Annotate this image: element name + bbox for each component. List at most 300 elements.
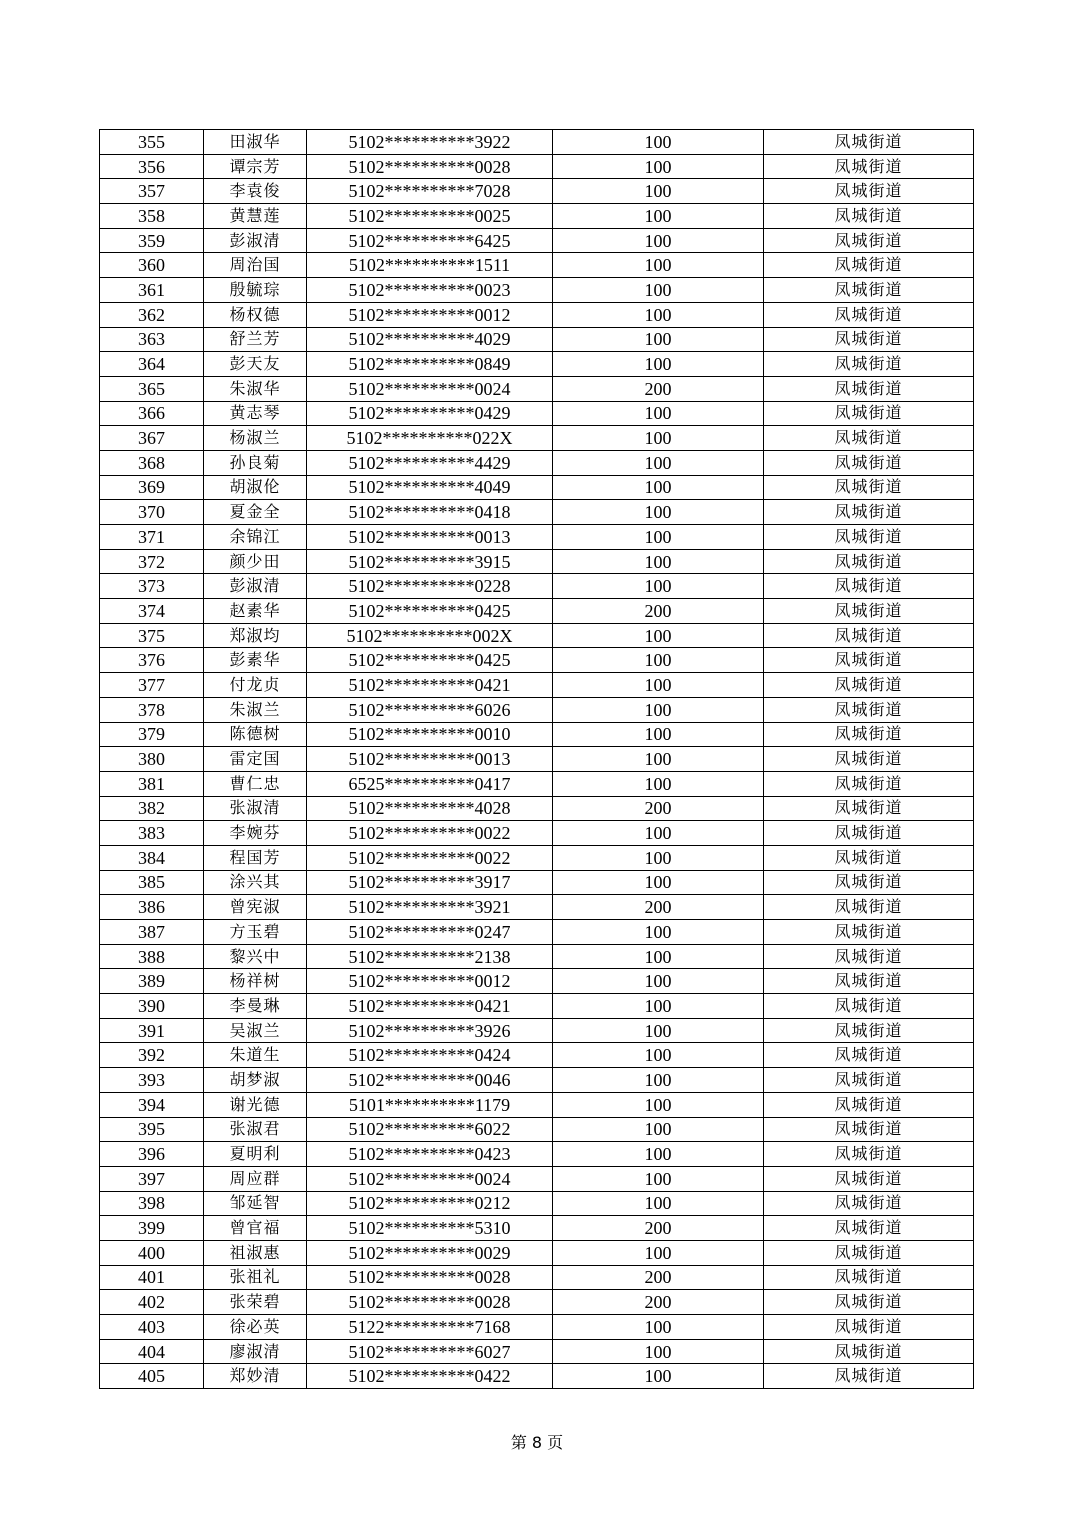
cell-street: 凤城街道 — [764, 1117, 974, 1142]
cell-name: 涂兴其 — [204, 870, 307, 895]
cell-id-number: 5102**********0421 — [307, 994, 553, 1019]
cell-amount: 100 — [553, 870, 764, 895]
cell-street: 凤城街道 — [764, 130, 974, 155]
records-body — [100, 130, 974, 1389]
table-row — [100, 401, 974, 426]
table-row — [100, 1018, 974, 1043]
table-row — [100, 204, 974, 229]
cell-amount: 100 — [553, 1142, 764, 1167]
cell-name: 孙良菊 — [204, 450, 307, 475]
table-row — [100, 253, 974, 278]
cell-street: 凤城街道 — [764, 1068, 974, 1093]
cell-name: 张荣碧 — [204, 1290, 307, 1315]
cell-amount: 100 — [553, 623, 764, 648]
cell-amount: 100 — [553, 1092, 764, 1117]
cell-id-number: 5102**********0425 — [307, 648, 553, 673]
cell-street: 凤城街道 — [764, 722, 974, 747]
cell-name: 胡淑伦 — [204, 475, 307, 500]
cell-id-number: 5102**********4049 — [307, 475, 553, 500]
cell-seq: 389 — [100, 969, 204, 994]
cell-amount: 100 — [553, 179, 764, 204]
cell-name: 方玉碧 — [204, 920, 307, 945]
cell-name: 黄慧莲 — [204, 204, 307, 229]
cell-id-number: 5102**********0424 — [307, 1043, 553, 1068]
cell-amount: 100 — [553, 944, 764, 969]
cell-seq: 393 — [100, 1068, 204, 1093]
cell-seq: 360 — [100, 253, 204, 278]
cell-id-number: 5102**********3921 — [307, 895, 553, 920]
cell-id-number: 5122**********7168 — [307, 1315, 553, 1340]
cell-seq: 396 — [100, 1142, 204, 1167]
cell-name: 殷毓琮 — [204, 278, 307, 303]
cell-name: 付龙贞 — [204, 673, 307, 698]
cell-street: 凤城街道 — [764, 475, 974, 500]
cell-street: 凤城街道 — [764, 154, 974, 179]
cell-street: 凤城街道 — [764, 1364, 974, 1389]
cell-amount: 100 — [553, 1339, 764, 1364]
cell-id-number: 5102**********0022 — [307, 845, 553, 870]
cell-amount: 100 — [553, 130, 764, 155]
table-row — [100, 1290, 974, 1315]
cell-id-number: 5102**********5310 — [307, 1216, 553, 1241]
cell-seq: 380 — [100, 747, 204, 772]
table-row — [100, 475, 974, 500]
table-row — [100, 450, 974, 475]
cell-street: 凤城街道 — [764, 204, 974, 229]
cell-id-number: 5102**********0025 — [307, 204, 553, 229]
cell-id-number: 5102**********0212 — [307, 1191, 553, 1216]
cell-amount: 100 — [553, 969, 764, 994]
table-row — [100, 969, 974, 994]
cell-name: 郑淑均 — [204, 623, 307, 648]
cell-amount: 100 — [553, 673, 764, 698]
table-row — [100, 376, 974, 401]
cell-amount: 100 — [553, 1240, 764, 1265]
cell-id-number: 5102**********0028 — [307, 1290, 553, 1315]
cell-name: 祖淑惠 — [204, 1240, 307, 1265]
table-row — [100, 1191, 974, 1216]
cell-street: 凤城街道 — [764, 920, 974, 945]
cell-street: 凤城街道 — [764, 623, 974, 648]
cell-id-number: 5102**********3922 — [307, 130, 553, 155]
cell-seq: 372 — [100, 549, 204, 574]
cell-street: 凤城街道 — [764, 895, 974, 920]
cell-name: 朱淑华 — [204, 376, 307, 401]
cell-id-number: 5102**********0046 — [307, 1068, 553, 1093]
cell-seq: 382 — [100, 796, 204, 821]
cell-seq: 375 — [100, 623, 204, 648]
cell-amount: 100 — [553, 722, 764, 747]
cell-name: 谭宗芳 — [204, 154, 307, 179]
cell-seq: 386 — [100, 895, 204, 920]
cell-name: 彭素华 — [204, 648, 307, 673]
cell-amount: 100 — [553, 475, 764, 500]
table-row — [100, 1166, 974, 1191]
cell-street: 凤城街道 — [764, 1265, 974, 1290]
table-row — [100, 228, 974, 253]
cell-name: 余锦江 — [204, 525, 307, 550]
cell-seq: 371 — [100, 525, 204, 550]
cell-amount: 100 — [553, 845, 764, 870]
table-row — [100, 1265, 974, 1290]
cell-name: 张淑君 — [204, 1117, 307, 1142]
records-table — [99, 129, 974, 1389]
cell-amount: 100 — [553, 648, 764, 673]
cell-street: 凤城街道 — [764, 1315, 974, 1340]
cell-street: 凤城街道 — [764, 1290, 974, 1315]
cell-amount: 100 — [553, 525, 764, 550]
cell-amount: 100 — [553, 549, 764, 574]
table-row — [100, 549, 974, 574]
cell-name: 曾官福 — [204, 1216, 307, 1241]
cell-amount: 100 — [553, 327, 764, 352]
table-row — [100, 352, 974, 377]
cell-seq: 390 — [100, 994, 204, 1019]
cell-seq: 361 — [100, 278, 204, 303]
table-row — [100, 1364, 974, 1389]
cell-street: 凤城街道 — [764, 179, 974, 204]
cell-amount: 100 — [553, 920, 764, 945]
cell-seq: 402 — [100, 1290, 204, 1315]
cell-amount: 100 — [553, 228, 764, 253]
cell-street: 凤城街道 — [764, 821, 974, 846]
cell-seq: 357 — [100, 179, 204, 204]
cell-seq: 378 — [100, 697, 204, 722]
cell-seq: 362 — [100, 302, 204, 327]
cell-amount: 100 — [553, 154, 764, 179]
cell-name: 黄志琴 — [204, 401, 307, 426]
cell-id-number: 5102**********6022 — [307, 1117, 553, 1142]
cell-seq: 405 — [100, 1364, 204, 1389]
cell-amount: 100 — [553, 1191, 764, 1216]
table-row — [100, 821, 974, 846]
table-row — [100, 327, 974, 352]
cell-id-number: 5102**********1511 — [307, 253, 553, 278]
cell-id-number: 5102**********0029 — [307, 1240, 553, 1265]
cell-id-number: 5102**********0023 — [307, 278, 553, 303]
cell-amount: 100 — [553, 450, 764, 475]
table-row — [100, 623, 974, 648]
cell-id-number: 5102**********0024 — [307, 1166, 553, 1191]
cell-street: 凤城街道 — [764, 302, 974, 327]
cell-id-number: 5102**********6425 — [307, 228, 553, 253]
cell-street: 凤城街道 — [764, 376, 974, 401]
table-row — [100, 895, 974, 920]
cell-street: 凤城街道 — [764, 771, 974, 796]
cell-name: 张祖礼 — [204, 1265, 307, 1290]
table-row — [100, 599, 974, 624]
table-row — [100, 278, 974, 303]
cell-street: 凤城街道 — [764, 747, 974, 772]
cell-name: 彭淑清 — [204, 228, 307, 253]
cell-id-number: 5102**********0028 — [307, 154, 553, 179]
cell-name: 彭天友 — [204, 352, 307, 377]
table-row — [100, 845, 974, 870]
cell-name: 张淑清 — [204, 796, 307, 821]
cell-amount: 100 — [553, 1315, 764, 1340]
cell-name: 程国芳 — [204, 845, 307, 870]
cell-seq: 374 — [100, 599, 204, 624]
cell-amount: 100 — [553, 574, 764, 599]
cell-name: 杨祥树 — [204, 969, 307, 994]
cell-amount: 200 — [553, 796, 764, 821]
table-row — [100, 796, 974, 821]
cell-amount: 100 — [553, 426, 764, 451]
cell-street: 凤城街道 — [764, 327, 974, 352]
cell-seq: 397 — [100, 1166, 204, 1191]
cell-amount: 200 — [553, 599, 764, 624]
table-row — [100, 130, 974, 155]
cell-name: 周应群 — [204, 1166, 307, 1191]
cell-seq: 383 — [100, 821, 204, 846]
cell-amount: 200 — [553, 376, 764, 401]
cell-seq: 403 — [100, 1315, 204, 1340]
table-row — [100, 1068, 974, 1093]
cell-id-number: 5102**********0010 — [307, 722, 553, 747]
cell-amount: 100 — [553, 352, 764, 377]
table-row — [100, 1043, 974, 1068]
cell-id-number: 5102**********0423 — [307, 1142, 553, 1167]
cell-seq: 392 — [100, 1043, 204, 1068]
cell-street: 凤城街道 — [764, 1240, 974, 1265]
cell-seq: 356 — [100, 154, 204, 179]
page-number: 第 8 页 — [510, 1433, 564, 1452]
cell-seq: 377 — [100, 673, 204, 698]
cell-seq: 366 — [100, 401, 204, 426]
table-row — [100, 302, 974, 327]
cell-seq: 376 — [100, 648, 204, 673]
cell-street: 凤城街道 — [764, 426, 974, 451]
cell-amount: 100 — [553, 1043, 764, 1068]
cell-street: 凤城街道 — [764, 697, 974, 722]
cell-amount: 100 — [553, 1068, 764, 1093]
cell-street: 凤城街道 — [764, 870, 974, 895]
cell-id-number: 5102**********3915 — [307, 549, 553, 574]
cell-amount: 100 — [553, 500, 764, 525]
cell-street: 凤城街道 — [764, 1142, 974, 1167]
cell-amount: 100 — [553, 747, 764, 772]
cell-street: 凤城街道 — [764, 525, 974, 550]
cell-name: 周治国 — [204, 253, 307, 278]
cell-name: 朱道生 — [204, 1043, 307, 1068]
cell-id-number: 5102**********3926 — [307, 1018, 553, 1043]
cell-amount: 200 — [553, 1265, 764, 1290]
cell-id-number: 5102**********2138 — [307, 944, 553, 969]
table-row — [100, 525, 974, 550]
table-row — [100, 1142, 974, 1167]
cell-street: 凤城街道 — [764, 228, 974, 253]
cell-id-number: 5102**********4429 — [307, 450, 553, 475]
cell-amount: 100 — [553, 821, 764, 846]
cell-amount: 200 — [553, 1216, 764, 1241]
cell-name: 曾宪淑 — [204, 895, 307, 920]
cell-amount: 100 — [553, 278, 764, 303]
cell-seq: 400 — [100, 1240, 204, 1265]
table-row — [100, 994, 974, 1019]
cell-amount: 100 — [553, 1364, 764, 1389]
cell-seq: 364 — [100, 352, 204, 377]
cell-id-number: 5102**********0422 — [307, 1364, 553, 1389]
cell-seq: 373 — [100, 574, 204, 599]
table-row — [100, 1216, 974, 1241]
cell-name: 邹延智 — [204, 1191, 307, 1216]
cell-name: 田淑华 — [204, 130, 307, 155]
cell-seq: 363 — [100, 327, 204, 352]
table-row — [100, 500, 974, 525]
cell-seq: 365 — [100, 376, 204, 401]
cell-amount: 100 — [553, 302, 764, 327]
cell-id-number: 5102**********0022 — [307, 821, 553, 846]
cell-seq: 355 — [100, 130, 204, 155]
cell-name: 郑妙清 — [204, 1364, 307, 1389]
cell-name: 夏金全 — [204, 500, 307, 525]
cell-seq: 368 — [100, 450, 204, 475]
cell-seq: 369 — [100, 475, 204, 500]
cell-name: 杨淑兰 — [204, 426, 307, 451]
cell-id-number: 5102**********0429 — [307, 401, 553, 426]
table-row — [100, 574, 974, 599]
cell-seq: 388 — [100, 944, 204, 969]
cell-name: 陈德树 — [204, 722, 307, 747]
cell-street: 凤城街道 — [764, 278, 974, 303]
table-row — [100, 920, 974, 945]
cell-seq: 387 — [100, 920, 204, 945]
cell-street: 凤城街道 — [764, 1166, 974, 1191]
cell-name: 徐必英 — [204, 1315, 307, 1340]
cell-id-number: 5102**********0425 — [307, 599, 553, 624]
cell-id-number: 5102**********0013 — [307, 525, 553, 550]
cell-amount: 100 — [553, 697, 764, 722]
cell-amount: 100 — [553, 1117, 764, 1142]
cell-name: 夏明利 — [204, 1142, 307, 1167]
cell-name: 谢光德 — [204, 1092, 307, 1117]
cell-name: 杨权德 — [204, 302, 307, 327]
cell-amount: 200 — [553, 1290, 764, 1315]
cell-seq: 381 — [100, 771, 204, 796]
cell-id-number: 5102**********0421 — [307, 673, 553, 698]
cell-street: 凤城街道 — [764, 549, 974, 574]
cell-name: 朱淑兰 — [204, 697, 307, 722]
table-row — [100, 179, 974, 204]
cell-id-number: 5102**********4028 — [307, 796, 553, 821]
cell-id-number: 5102**********002X — [307, 623, 553, 648]
cell-seq: 367 — [100, 426, 204, 451]
table-row — [100, 1240, 974, 1265]
cell-street: 凤城街道 — [764, 599, 974, 624]
cell-id-number: 5102**********4029 — [307, 327, 553, 352]
cell-name: 李袁俊 — [204, 179, 307, 204]
cell-id-number: 5102**********7028 — [307, 179, 553, 204]
cell-name: 舒兰芳 — [204, 327, 307, 352]
cell-seq: 401 — [100, 1265, 204, 1290]
cell-id-number: 5102**********0849 — [307, 352, 553, 377]
cell-name: 黎兴中 — [204, 944, 307, 969]
cell-street: 凤城街道 — [764, 401, 974, 426]
cell-name: 赵素华 — [204, 599, 307, 624]
cell-name: 曹仁忠 — [204, 771, 307, 796]
table-row — [100, 1339, 974, 1364]
cell-street: 凤城街道 — [764, 845, 974, 870]
cell-street: 凤城街道 — [764, 994, 974, 1019]
cell-seq: 359 — [100, 228, 204, 253]
cell-seq: 399 — [100, 1216, 204, 1241]
cell-name: 雷定国 — [204, 747, 307, 772]
cell-id-number: 5102**********0024 — [307, 376, 553, 401]
cell-seq: 404 — [100, 1339, 204, 1364]
cell-street: 凤城街道 — [764, 969, 974, 994]
cell-street: 凤城街道 — [764, 1216, 974, 1241]
cell-id-number: 5102**********0013 — [307, 747, 553, 772]
table-row — [100, 771, 974, 796]
cell-seq: 358 — [100, 204, 204, 229]
cell-seq: 385 — [100, 870, 204, 895]
table-row — [100, 747, 974, 772]
cell-street: 凤城街道 — [764, 1092, 974, 1117]
table-row — [100, 1117, 974, 1142]
table-row — [100, 648, 974, 673]
cell-seq: 395 — [100, 1117, 204, 1142]
cell-amount: 100 — [553, 401, 764, 426]
cell-street: 凤城街道 — [764, 648, 974, 673]
cell-id-number: 5102**********3917 — [307, 870, 553, 895]
cell-seq: 370 — [100, 500, 204, 525]
cell-seq: 394 — [100, 1092, 204, 1117]
cell-id-number: 5102**********0247 — [307, 920, 553, 945]
cell-name: 颜少田 — [204, 549, 307, 574]
cell-amount: 100 — [553, 253, 764, 278]
table-row — [100, 1092, 974, 1117]
cell-name: 吴淑兰 — [204, 1018, 307, 1043]
cell-street: 凤城街道 — [764, 253, 974, 278]
cell-name: 李婉芬 — [204, 821, 307, 846]
cell-amount: 200 — [553, 895, 764, 920]
table-row — [100, 154, 974, 179]
cell-id-number: 5102**********6026 — [307, 697, 553, 722]
cell-id-number: 5102**********0012 — [307, 302, 553, 327]
cell-street: 凤城街道 — [764, 574, 974, 599]
cell-id-number: 5102**********0418 — [307, 500, 553, 525]
cell-street: 凤城街道 — [764, 450, 974, 475]
cell-id-number: 5102**********0012 — [307, 969, 553, 994]
cell-id-number: 5101**********1179 — [307, 1092, 553, 1117]
cell-seq: 384 — [100, 845, 204, 870]
cell-street: 凤城街道 — [764, 944, 974, 969]
cell-street: 凤城街道 — [764, 1043, 974, 1068]
cell-id-number: 6525**********0417 — [307, 771, 553, 796]
table-row — [100, 1315, 974, 1340]
cell-amount: 100 — [553, 771, 764, 796]
cell-name: 彭淑清 — [204, 574, 307, 599]
cell-id-number: 5102**********022X — [307, 426, 553, 451]
cell-street: 凤城街道 — [764, 1191, 974, 1216]
cell-street: 凤城街道 — [764, 673, 974, 698]
cell-amount: 100 — [553, 994, 764, 1019]
cell-street: 凤城街道 — [764, 352, 974, 377]
table-row — [100, 426, 974, 451]
cell-amount: 100 — [553, 1018, 764, 1043]
cell-seq: 391 — [100, 1018, 204, 1043]
cell-street: 凤城街道 — [764, 796, 974, 821]
cell-street: 凤城街道 — [764, 500, 974, 525]
table-row — [100, 722, 974, 747]
cell-name: 廖淑清 — [204, 1339, 307, 1364]
cell-name: 李曼琳 — [204, 994, 307, 1019]
cell-seq: 379 — [100, 722, 204, 747]
cell-seq: 398 — [100, 1191, 204, 1216]
cell-street: 凤城街道 — [764, 1018, 974, 1043]
cell-id-number: 5102**********0028 — [307, 1265, 553, 1290]
table-row — [100, 944, 974, 969]
